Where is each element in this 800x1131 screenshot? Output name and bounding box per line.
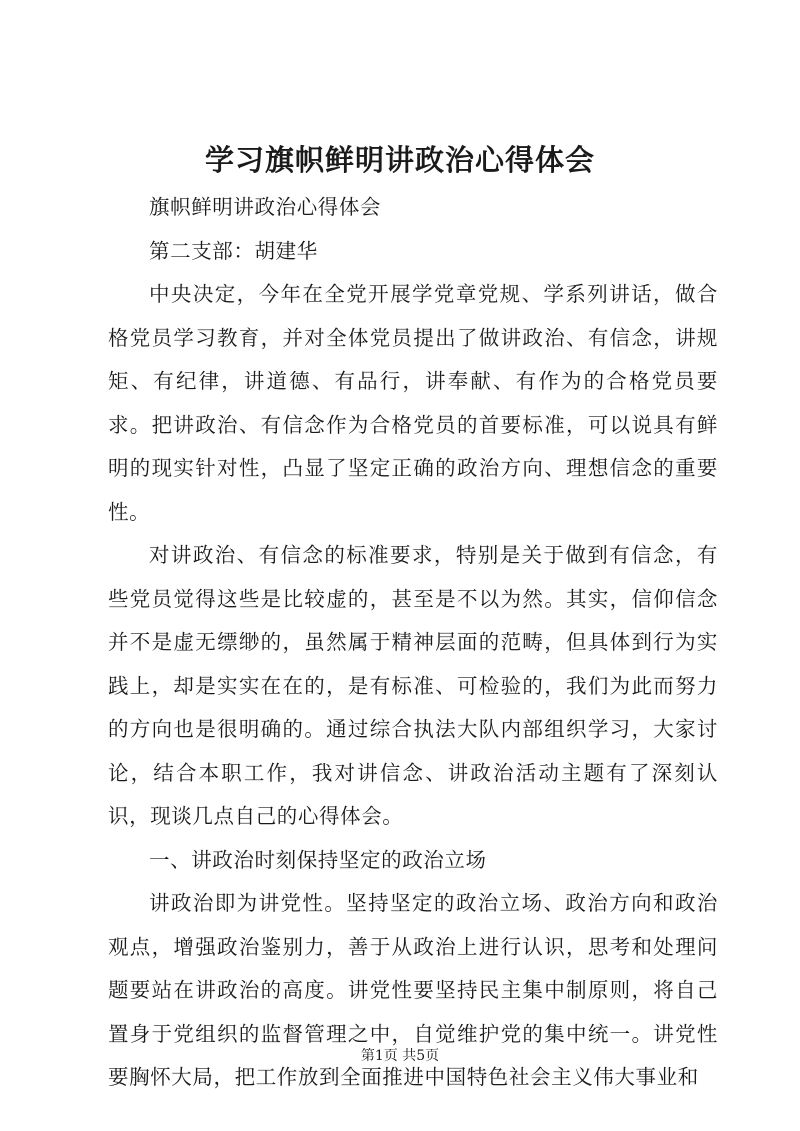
author-paragraph: 第二支部：胡建华 — [149, 238, 318, 263]
document-body — [108, 186, 718, 1100]
body-paragraph: 对讲政治、有信念的标准要求，特别是关于做到有信念，有些党员觉得这些是比较虚的，甚至是不以为然。其实，信仰信念并不是虚无缥缈的，虽然属于精神层面的范畴，但具体到行为实践上，却是实实在在的，是有标准、可检验的，我们为此而努力的方向也是很明确的。通过综合执法大队内部组织学习，大家讨论，结合本职工作，我对讲信念、讲政治活动主题有了深刻认识，现谈几点自己的心得体会。 — [108, 543, 718, 828]
body-paragraph: 中央决定，今年在全党开展学党章党规、学系列讲话，做合格党员学习教育，并对全体党员提出了做讲政治、有信念，讲规矩、有纪律，讲道德、有品行，讲奉献、有作为的合格党员要求。把讲政治、有信念作为合格党员的首要标准，可以说具有鲜明的现实针对性，凸显了坚定正确的政治方向、理想信念的重要性。 — [108, 282, 718, 524]
body-paragraph: 讲政治即为讲党性。坚持坚定的政治立场、政治方向和政治观点，增强政治鉴别力，善于从政治上进行认识，思考和处理问题要站在讲政治的高度。讲党性要坚持民主集中制原则，将自己置身于党组织的监督管理之中，自觉维护党的集中统一。讲党性要胸怀大局，把工作放到全面推进中国特色社会主义伟大事业和 — [108, 891, 718, 1089]
page-footer: 第1页 共5页 — [360, 1048, 440, 1064]
document-title: 学习旗帜鲜明讲政治心得体会 — [204, 143, 595, 177]
subtitle-paragraph: 旗帜鲜明讲政治心得体会 — [149, 195, 382, 219]
section-heading: 一、讲政治时刻保持坚定的政治立场 — [149, 847, 487, 872]
